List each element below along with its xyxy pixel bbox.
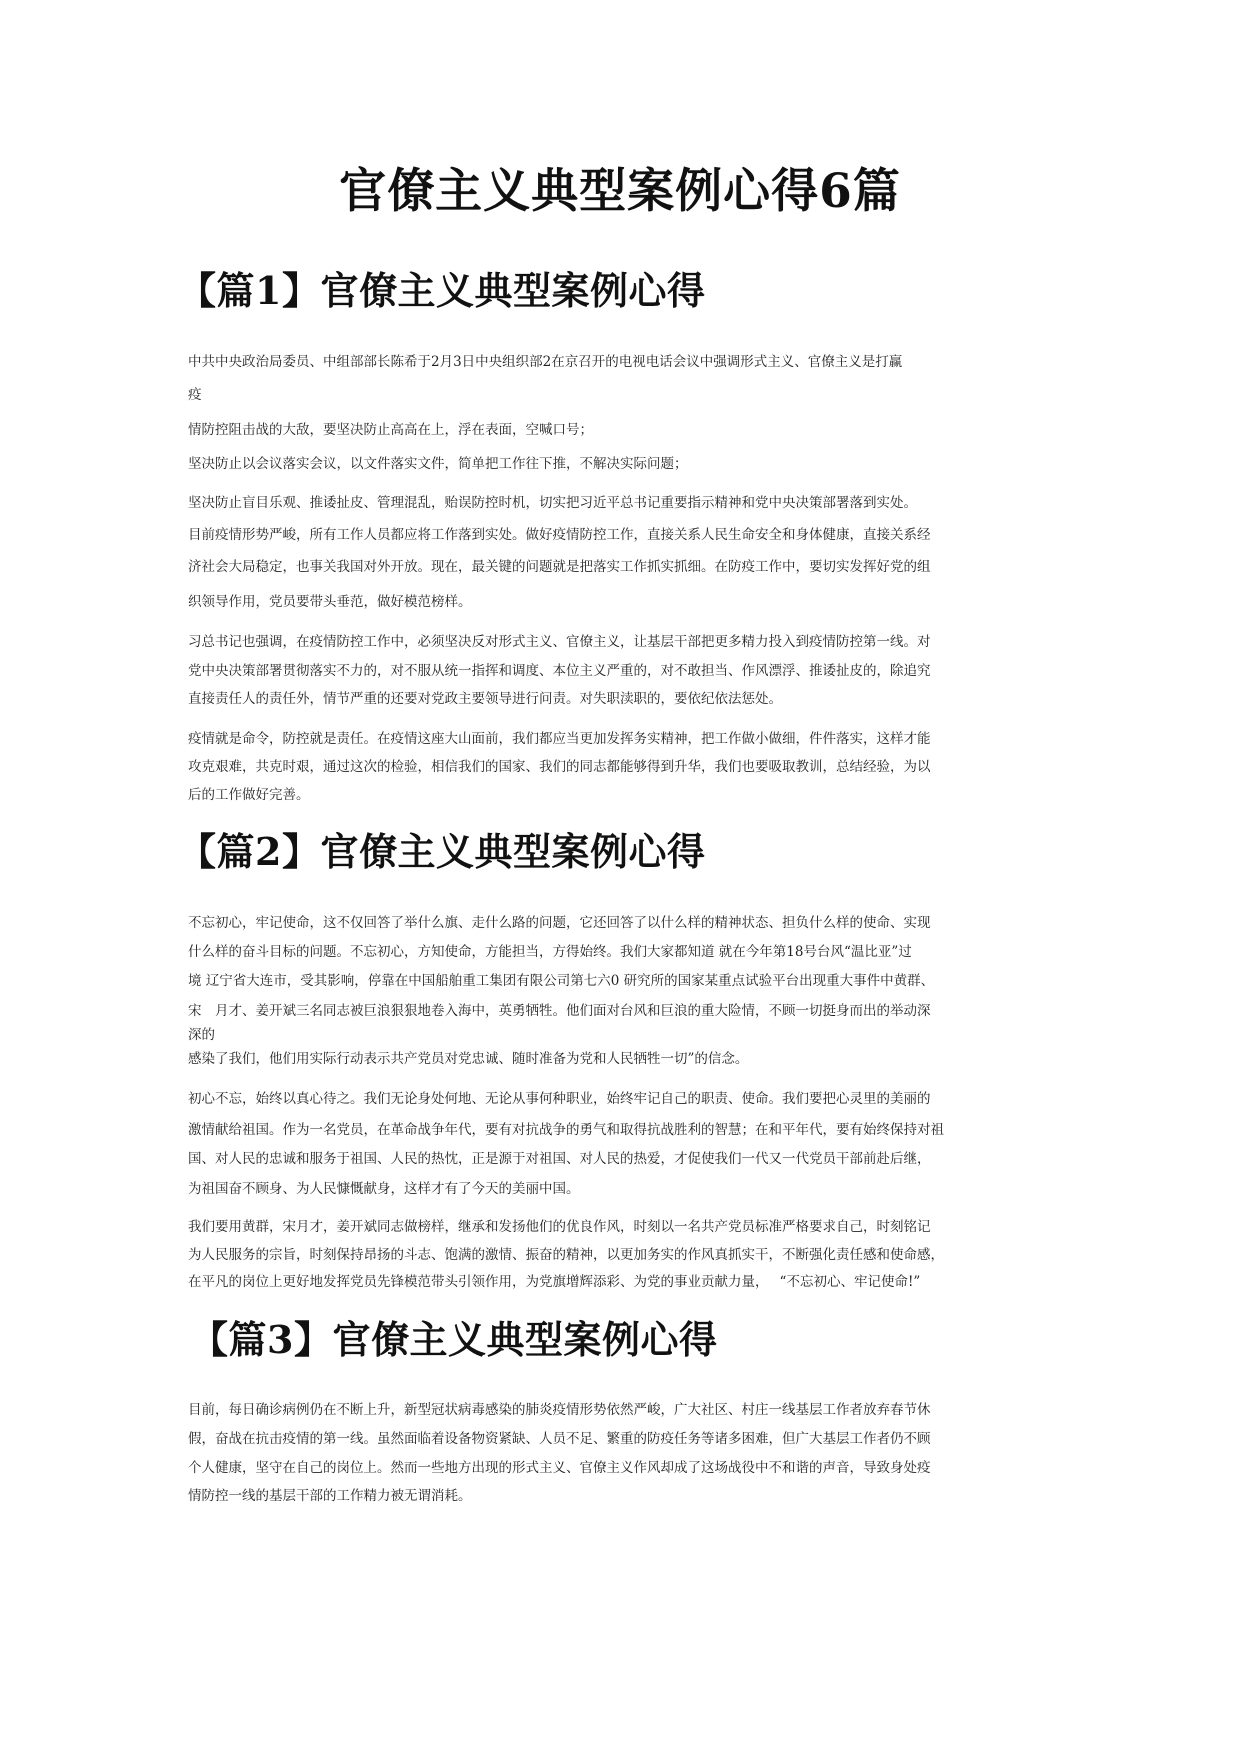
paragraph-line: 攻克艰难，共克时艰，通过这次的检验，相信我们的国家、我们的同志都能够得到升华，我们也要吸取教训，总结经验，为以 [188,759,931,775]
paragraph-line: 感染了我们，他们用实际行动表示共产党员对党忠诚、随时准备为党和人民牺牲一切”的信念。 [188,1051,749,1067]
paragraph-line: 在平凡的岗位上更好地发挥党员先锋模范带头引领作用，为党旗增辉添彩、为党的事业贡献力量， “不忘初心、牢记使命!” [188,1274,921,1290]
paragraph-line: 激情献给祖国。作为一名党员，在革命战争年代，要有对抗战争的勇气和取得抗战胜利的智慧；在和平年代，要有始终保持对祖 [188,1122,944,1138]
paragraph-line: 后的工作做好完善。 [188,787,310,803]
paragraph-line: 情防控一线的基层干部的工作精力被无谓消耗。 [188,1488,472,1504]
paragraph-line: 疫 [188,387,202,403]
paragraph-line: 国、对人民的忠诚和服务于祖国、人民的热忱，正是源于对祖国、对人民的热爱，才促使我们一代又一代党员干部前赴后继， [188,1151,931,1167]
paragraph-line: 为祖国奋不顾身、为人民慷慨献身，这样才有了今天的美丽中国。 [188,1181,580,1197]
section-3-heading: 【篇3】官僚主义典型案例心得 [190,1317,718,1362]
paragraph-line: 济社会大局稳定，也事关我国对外开放。现在，最关键的问题就是把落实工作抓实抓细。在防疫工作中，要切实发挥好党的组 [188,559,931,575]
paragraph-line: 宋 月才、姜开斌三名同志被巨浪狠狠地卷入海中，英勇牺牲。他们面对台风和巨浪的重大险情，不顾一切挺身而出的举动深 [188,1003,931,1019]
paragraph-line: 我们要用黄群，宋月才，姜开斌同志做榜样，继承和发扬他们的优良作风，时刻以一名共产党员标准严格要求自己，时刻铭记 [188,1219,931,1235]
paragraph-line: 习总书记也强调，在疫情防控工作中，必须坚决反对形式主义、官僚主义，让基层干部把更多精力投入到疫情防控第一线。对 [188,634,931,650]
paragraph-line: 个人健康，坚守在自己的岗位上。然而一些地方出现的形式主义、官僚主义作风却成了这场战役中不和谐的声音，导致身处疫 [188,1460,931,1476]
paragraph-line: 假，奋战在抗击疫情的第一线。虽然面临着设备物资紧缺、人员不足、繁重的防疫任务等诸多困难，但广大基层工作者仍不顾 [188,1431,931,1447]
paragraph-line: 党中央决策部署贯彻落实不力的，对不服从统一指挥和调度、本位主义严重的，对不敢担当、作风漂浮、推诿扯皮的，除追究 [188,663,931,679]
paragraph-line: 中共中央政治局委员、中组部部长陈希于2月3日中央组织部2在京召开的电视电话会议中强调形式主义、官僚主义是打赢 [188,354,903,370]
paragraph-line: 初心不忘，始终以真心待之。我们无论身处何地、无论从事何种职业，始终牢记自己的职责、使命。我们要把心灵里的美丽的 [188,1091,931,1107]
paragraph-line: 疫情就是命令，防控就是责任。在疫情这座大山面前，我们都应当更加发挥务实精神，把工作做小做细，件件落实，这样才能 [188,731,931,747]
paragraph-line: 情防控阻击战的大敌，要坚决防止高高在上，浮在表面，空喊口号； [188,422,593,438]
paragraph-line: 目前疫情形势严峻，所有工作人员都应将工作落到实处。做好疫情防控工作，直接关系人民生命安全和身体健康，直接关系经 [188,527,931,543]
section-1-heading: 【篇1】官僚主义典型案例心得 [178,268,706,313]
paragraph-line: 织领导作用，党员要带头垂范，做好模范榜样。 [188,594,472,610]
paragraph-line: 境 辽宁省大连市，受其影响，停靠在中国船舶重工集团有限公司第七六0 研究所的国家某重点试验平台出现重大事件中黄群、 [188,973,935,989]
document-title: 官僚主义典型案例心得6篇 [339,164,901,219]
paragraph-line: 为人民服务的宗旨，时刻保持昂扬的斗志、饱满的激情、振奋的精神，以更加务实的作风真抓实干，不断强化责任感和使命感， [188,1247,944,1263]
paragraph-line: 目前，每日确诊病例仍在不断上升，新型冠状病毒感染的肺炎疫情形势依然严峻，广大社区、村庄一线基层工作者放弃春节休 [188,1402,931,1418]
paragraph-line: 什么样的奋斗目标的问题。不忘初心，方知使命，方能担当，方得始终。我们大家都知道 就在今年第18号台风“温比亚”过 [188,944,912,960]
paragraph-line: 坚决防止盲目乐观、推诿扯皮、管理混乱，贻误防控时机，切实把习近平总书记重要指示精神和党中央决策部署落到实处。 [188,495,917,511]
section-2-heading: 【篇2】官僚主义典型案例心得 [178,829,706,874]
paragraph-line: 直接责任人的责任外，情节严重的还要对党政主要领导进行问责。对失职渎职的，要依纪依法惩处。 [188,691,782,707]
paragraph-line: 不忘初心，牢记使命，这不仅回答了举什么旗、走什么路的问题，它还回答了以什么样的精神状态、担负什么样的使命、实现 [188,915,931,931]
paragraph-line: 深的 [188,1027,215,1043]
paragraph-line: 坚决防止以会议落实会议，以文件落实文件，简单把工作往下推，不解决实际问题； [188,456,688,472]
